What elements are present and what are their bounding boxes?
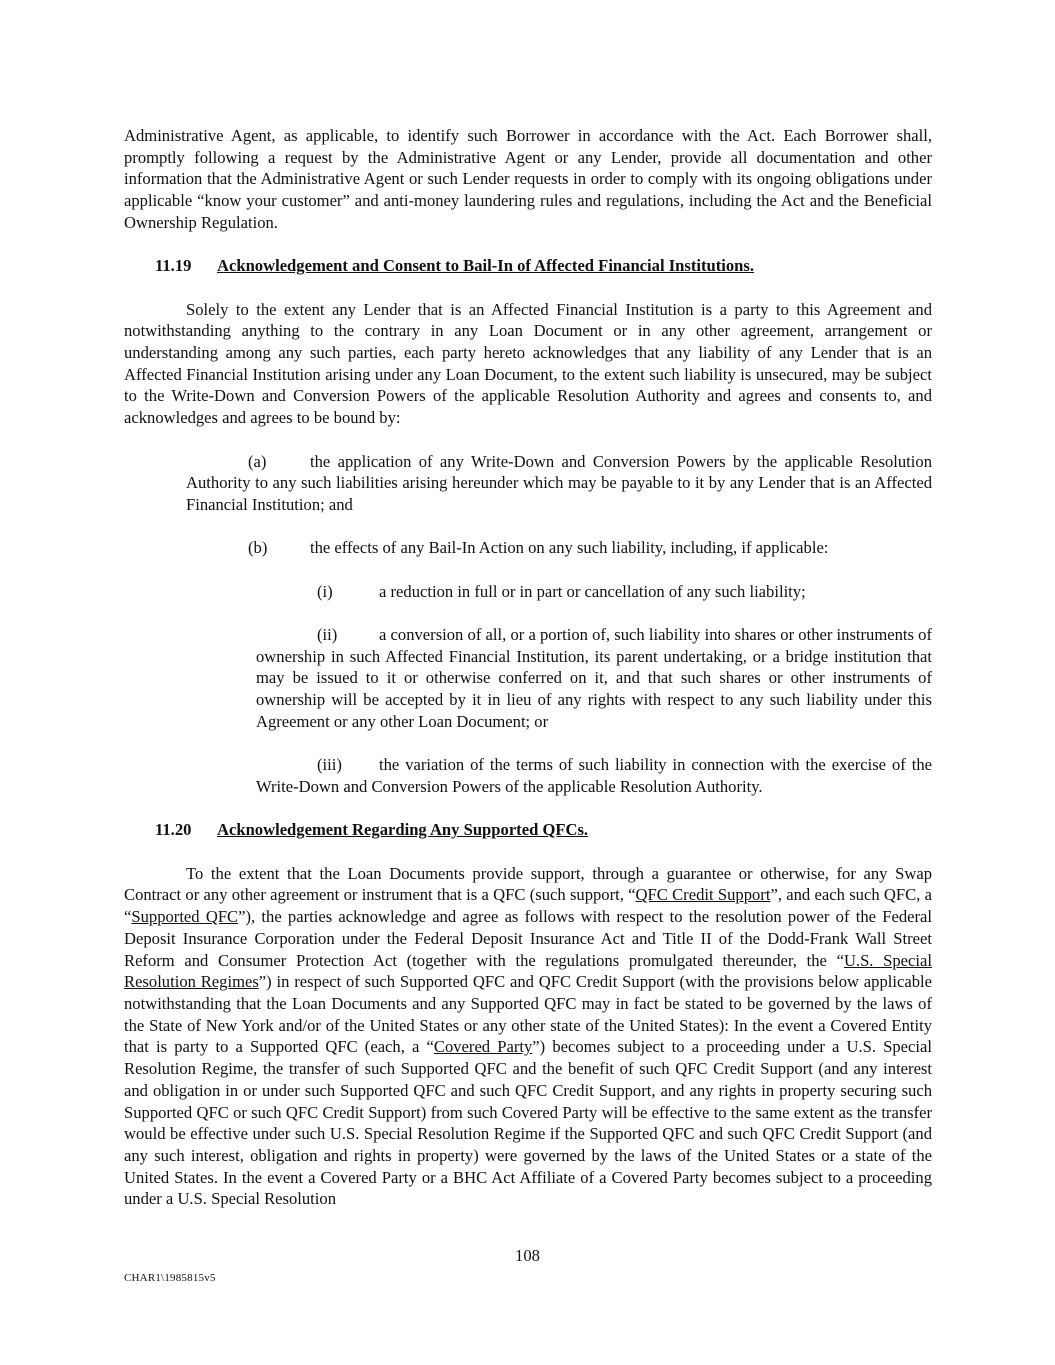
defined-term-supported-qfc: Supported QFC xyxy=(131,907,239,927)
clause-b xyxy=(248,537,932,559)
clause-iii xyxy=(256,754,932,797)
clause-text: a conversion of all, or a portion of, such liability into shares or other instruments of ownership in such Affected Financial Institution, its parent undertaking, or a bridge institution that may be issued to it or otherwise conferred on it, and that such shares or other instruments of ownership will be accepted by it in lieu of any rights with respect to any such liability under this Agreement or any other Loan Document; or xyxy=(256,625,932,731)
clause-label: (i) xyxy=(317,581,333,601)
paragraph-text: ”, and each such QFC, a “ xyxy=(124,885,932,927)
paragraph-text: ”) in respect of such Supported QFC and QFC Credit Support (with the provisions below applicable notwithstanding that the Loan Documents and any Supported QFC may in fact be stated to be governed by the laws of the State of New York and/or of the United States or any other state of the United States): In the event a Covered Entity that is party to a Supported QFC (each, a “ xyxy=(124,972,932,1057)
section-number: 11.20 xyxy=(155,820,192,840)
clause-label: (b) xyxy=(248,538,268,558)
clause-a xyxy=(186,451,932,516)
clause-ii xyxy=(256,624,932,733)
clause-text: the application of any Write-Down and Conversion Powers by the applicable Resolution Authority to any such liabilities arising hereunder which may be payable to it by any Lender that is an Affected Financial Institution; and xyxy=(186,451,932,514)
paragraph-text: ”), the parties acknowledge and agree as follows with respect to the resolution power of the Federal Deposit Insurance Corporation under the Federal Deposit Insurance Act and Title II of the Dodd-Frank Wall Street Reform and Consumer Protection Act (together with the regulations promulgated thereunder, the “ xyxy=(124,907,932,970)
clause-text: the effects of any Bail-In Action on any such liability, including, if applicable: xyxy=(310,538,829,558)
clause-text: the variation of the terms of such liability in connection with the exercise of the Write-Down and Conversion Powers of the applicable Resolution Authority. xyxy=(256,755,932,796)
clause-label: (ii) xyxy=(317,625,338,645)
section-11-19-heading xyxy=(124,255,932,277)
clause-label: (a) xyxy=(248,451,267,471)
section-title: Acknowledgement Regarding Any Supported QFCs. xyxy=(217,820,589,840)
section-11-19-intro: Solely to the extent any Lender that is an Affected Financial Institution is a party to this Agreement and notwithstanding anything to the contrary in any Loan Document or in any other agreement, arrangement or understanding among any such parties, each party hereto acknowledges that any liability of any Lender that is an Affected Financial Institution arising under any Loan Document, to the extent such liability is unsecured, may be subject to the Write-Down and Conversion Powers of the applicable Resolution Authority and agrees and consents to, and acknowledges and agrees to be bound by: xyxy=(124,299,932,428)
defined-term-us-special-resolution-regimes: U.S. Special Resolution Regimes xyxy=(124,950,932,992)
document-id: CHAR1\1985815v5 xyxy=(124,1272,216,1284)
section-title: Acknowledgement and Consent to Bail-In of Affected Financial Institutions. xyxy=(217,256,755,276)
continuation-paragraph: Administrative Agent, as applicable, to identify such Borrower in accordance with the Act. Each Borrower shall, promptly following a request by the Administrative Agent or any Lender, provide all documentation and other information that the Administrative Agent or such Lender requests in order to comply with its ongoing obligations under applicable “know your customer” and anti-money laundering rules and regulations, including the Act and the Beneficial Ownership Regulation. xyxy=(124,126,932,232)
clause-i xyxy=(317,581,932,603)
defined-term-qfc-credit-support: QFC Credit Support xyxy=(635,885,771,905)
section-11-20-heading xyxy=(124,819,932,841)
clause-text: a reduction in full or in part or cancellation of any such liability; xyxy=(379,581,806,601)
section-11-20-paragraph xyxy=(124,863,932,1210)
clause-label: (iii) xyxy=(317,755,342,775)
defined-term-covered-party: Covered Party xyxy=(433,1037,533,1057)
section-number: 11.19 xyxy=(155,256,192,276)
paragraph-text: To the extent that the Loan Documents provide support, through a guarantee or otherwise, for any Swap Contract or any other agreement or instrument that is a QFC (such support, “ xyxy=(124,863,932,905)
page-number: 108 xyxy=(515,1246,540,1265)
paragraph-text: ”) becomes subject to a proceeding under a U.S. Special Resolution Regime, the transfer of such Supported QFC and the benefit of such QFC Credit Support (and any interest and obligation in or under such Supported QFC and such QFC Credit Support, and any rights in property securing such Supported QFC or such QFC Credit Support) from such Covered Party will be effective to the same extent as the transfer would be effective under such U.S. Special Resolution Regime if the Supported QFC and such QFC Credit Support (and any such interest, obligation and rights in property) were governed by the laws of the United States or a state of the United States. In the event a Covered Party or a BHC Act Affiliate of a Covered Party becomes subject to a proceeding under a U.S. Special Resolution xyxy=(124,1037,932,1209)
document-page xyxy=(124,125,932,1210)
